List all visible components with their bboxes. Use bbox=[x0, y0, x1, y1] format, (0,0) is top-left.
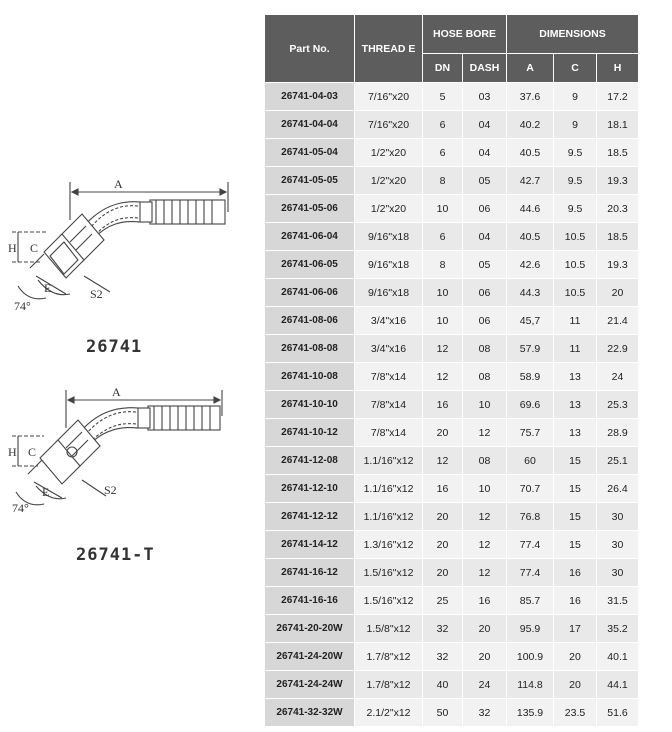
dash-cell: 08 bbox=[463, 363, 507, 391]
specification-table bbox=[264, 14, 639, 727]
h-cell: 17.2 bbox=[597, 83, 639, 111]
table-row bbox=[265, 503, 639, 531]
header-dimensions: DIMENSIONS bbox=[507, 15, 639, 54]
c-cell: 15 bbox=[554, 531, 597, 559]
dash-cell: 16 bbox=[463, 587, 507, 615]
dn-cell: 10 bbox=[423, 279, 463, 307]
table-row bbox=[265, 447, 639, 475]
dash-cell: 12 bbox=[463, 531, 507, 559]
h-cell: 18.1 bbox=[597, 111, 639, 139]
part-no-cell: 26741-12-12 bbox=[265, 503, 355, 531]
table-row bbox=[265, 363, 639, 391]
a-cell: 77.4 bbox=[507, 559, 554, 587]
table-row bbox=[265, 559, 639, 587]
table-row bbox=[265, 475, 639, 503]
part-no-cell: 26741-10-08 bbox=[265, 363, 355, 391]
header-thread: THREAD E bbox=[355, 15, 423, 83]
a-cell: 45,7 bbox=[507, 307, 554, 335]
a-cell: 85.7 bbox=[507, 587, 554, 615]
h-cell: 51.6 bbox=[597, 699, 639, 727]
part-no-cell: 26741-08-06 bbox=[265, 307, 355, 335]
table-row bbox=[265, 307, 639, 335]
thread-cell: 1.7/8"x12 bbox=[355, 671, 423, 699]
thread-cell: 1.5/16"x12 bbox=[355, 587, 423, 615]
angle-label: 74° bbox=[14, 299, 31, 313]
a-cell: 40.5 bbox=[507, 223, 554, 251]
part-no-cell: 26741-06-04 bbox=[265, 223, 355, 251]
a-cell: 69.6 bbox=[507, 391, 554, 419]
h-cell: 31.5 bbox=[597, 587, 639, 615]
dash-cell: 04 bbox=[463, 223, 507, 251]
thread-cell: 7/16"x20 bbox=[355, 83, 423, 111]
dn-cell: 50 bbox=[423, 699, 463, 727]
a-cell: 135.9 bbox=[507, 699, 554, 727]
a-cell: 114.8 bbox=[507, 671, 554, 699]
dimension-e-label: E bbox=[42, 485, 50, 499]
dash-cell: 08 bbox=[463, 335, 507, 363]
header-dn: DN bbox=[423, 54, 463, 83]
dimension-s2-label: S2 bbox=[90, 287, 103, 301]
table-row bbox=[265, 111, 639, 139]
part-no-cell: 26741-24-20W bbox=[265, 643, 355, 671]
dash-cell: 20 bbox=[463, 615, 507, 643]
part-no-cell: 26741-06-05 bbox=[265, 251, 355, 279]
thread-cell: 7/8"x14 bbox=[355, 391, 423, 419]
a-cell: 76.8 bbox=[507, 503, 554, 531]
h-cell: 30 bbox=[597, 503, 639, 531]
fitting-drawing-26741 bbox=[0, 170, 240, 370]
part-no-cell: 26741-10-12 bbox=[265, 419, 355, 447]
dn-cell: 6 bbox=[423, 223, 463, 251]
a-cell: 42.7 bbox=[507, 167, 554, 195]
table-row bbox=[265, 699, 639, 727]
thread-cell: 1.3/16"x12 bbox=[355, 531, 423, 559]
c-cell: 16 bbox=[554, 559, 597, 587]
thread-cell: 9/16"x18 bbox=[355, 279, 423, 307]
h-cell: 18.5 bbox=[597, 139, 639, 167]
table-row bbox=[265, 223, 639, 251]
h-cell: 21.4 bbox=[597, 307, 639, 335]
header-hose-bore: HOSE BORE bbox=[423, 15, 507, 54]
table-row bbox=[265, 279, 639, 307]
h-cell: 19.3 bbox=[597, 251, 639, 279]
fitting-diagram-26741 bbox=[0, 170, 240, 330]
c-cell: 10.5 bbox=[554, 223, 597, 251]
thread-cell: 1.5/16"x12 bbox=[355, 559, 423, 587]
thread-cell: 1.7/8"x12 bbox=[355, 643, 423, 671]
a-cell: 57.9 bbox=[507, 335, 554, 363]
dash-cell: 12 bbox=[463, 503, 507, 531]
h-cell: 25.3 bbox=[597, 391, 639, 419]
dn-cell: 25 bbox=[423, 587, 463, 615]
dimension-e-label: E bbox=[44, 281, 52, 295]
a-cell: 58.9 bbox=[507, 363, 554, 391]
part-no-cell: 26741-16-12 bbox=[265, 559, 355, 587]
table-row bbox=[265, 335, 639, 363]
table-row bbox=[265, 671, 639, 699]
part-no-cell: 26741-32-32W bbox=[265, 699, 355, 727]
a-cell: 40.2 bbox=[507, 111, 554, 139]
dash-cell: 32 bbox=[463, 699, 507, 727]
thread-cell: 1.1/16"x12 bbox=[355, 447, 423, 475]
header-a: A bbox=[507, 54, 554, 83]
header-dash: DASH bbox=[463, 54, 507, 83]
h-cell: 35.2 bbox=[597, 615, 639, 643]
a-cell: 44.3 bbox=[507, 279, 554, 307]
table-row bbox=[265, 195, 639, 223]
table-row bbox=[265, 587, 639, 615]
part-no-cell: 26741-08-08 bbox=[265, 335, 355, 363]
dimension-s2-label: S2 bbox=[104, 483, 117, 497]
fitting-diagram-26741-t bbox=[0, 378, 240, 528]
part-no-cell: 26741-16-16 bbox=[265, 587, 355, 615]
dash-cell: 12 bbox=[463, 419, 507, 447]
dn-cell: 16 bbox=[423, 475, 463, 503]
a-cell: 100.9 bbox=[507, 643, 554, 671]
thread-cell: 7/8"x14 bbox=[355, 419, 423, 447]
dn-cell: 20 bbox=[423, 559, 463, 587]
thread-cell: 1.1/16"x12 bbox=[355, 503, 423, 531]
dn-cell: 20 bbox=[423, 503, 463, 531]
dn-cell: 20 bbox=[423, 531, 463, 559]
dn-cell: 20 bbox=[423, 419, 463, 447]
c-cell: 9 bbox=[554, 111, 597, 139]
dimension-h-label: H bbox=[8, 445, 17, 459]
c-cell: 9 bbox=[554, 83, 597, 111]
h-cell: 22.9 bbox=[597, 335, 639, 363]
h-cell: 25.1 bbox=[597, 447, 639, 475]
dash-cell: 10 bbox=[463, 391, 507, 419]
thread-cell: 7/16"x20 bbox=[355, 111, 423, 139]
a-cell: 77.4 bbox=[507, 531, 554, 559]
dash-cell: 05 bbox=[463, 167, 507, 195]
h-cell: 24 bbox=[597, 363, 639, 391]
dn-cell: 6 bbox=[423, 139, 463, 167]
table-row bbox=[265, 167, 639, 195]
thread-cell: 2.1/2"x12 bbox=[355, 699, 423, 727]
dash-cell: 04 bbox=[463, 139, 507, 167]
c-cell: 17 bbox=[554, 615, 597, 643]
dash-cell: 06 bbox=[463, 307, 507, 335]
c-cell: 11 bbox=[554, 307, 597, 335]
dash-cell: 06 bbox=[463, 195, 507, 223]
c-cell: 13 bbox=[554, 419, 597, 447]
dash-cell: 08 bbox=[463, 447, 507, 475]
part-no-cell: 26741-05-04 bbox=[265, 139, 355, 167]
c-cell: 23.5 bbox=[554, 699, 597, 727]
figure-label: 26741 bbox=[86, 337, 143, 357]
table-row bbox=[265, 615, 639, 643]
a-cell: 37.6 bbox=[507, 83, 554, 111]
h-cell: 26.4 bbox=[597, 475, 639, 503]
header-c: C bbox=[554, 54, 597, 83]
part-no-cell: 26741-06-06 bbox=[265, 279, 355, 307]
dimension-a-label: A bbox=[112, 385, 121, 399]
c-cell: 15 bbox=[554, 475, 597, 503]
table-row bbox=[265, 531, 639, 559]
c-cell: 20 bbox=[554, 671, 597, 699]
thread-cell: 9/16"x18 bbox=[355, 251, 423, 279]
header-part-no: Part No. bbox=[265, 15, 355, 83]
a-cell: 70.7 bbox=[507, 475, 554, 503]
dash-cell: 12 bbox=[463, 559, 507, 587]
dash-cell: 10 bbox=[463, 475, 507, 503]
dn-cell: 8 bbox=[423, 167, 463, 195]
dn-cell: 32 bbox=[423, 643, 463, 671]
h-cell: 44.1 bbox=[597, 671, 639, 699]
dimension-c-label: C bbox=[30, 241, 39, 255]
c-cell: 16 bbox=[554, 587, 597, 615]
h-cell: 20 bbox=[597, 279, 639, 307]
figure-label: 26741-T bbox=[76, 545, 155, 565]
dn-cell: 12 bbox=[423, 447, 463, 475]
c-cell: 15 bbox=[554, 447, 597, 475]
a-cell: 40.5 bbox=[507, 139, 554, 167]
thread-cell: 7/8"x14 bbox=[355, 363, 423, 391]
c-cell: 10.5 bbox=[554, 251, 597, 279]
dn-cell: 6 bbox=[423, 111, 463, 139]
dash-cell: 06 bbox=[463, 279, 507, 307]
thread-cell: 1.5/8"x12 bbox=[355, 615, 423, 643]
a-cell: 44.6 bbox=[507, 195, 554, 223]
table-row bbox=[265, 419, 639, 447]
part-no-cell: 26741-10-10 bbox=[265, 391, 355, 419]
dash-cell: 04 bbox=[463, 111, 507, 139]
table-row bbox=[265, 139, 639, 167]
a-cell: 75.7 bbox=[507, 419, 554, 447]
part-no-cell: 26741-05-05 bbox=[265, 167, 355, 195]
dn-cell: 10 bbox=[423, 195, 463, 223]
c-cell: 9.5 bbox=[554, 139, 597, 167]
part-no-cell: 26741-14-12 bbox=[265, 531, 355, 559]
dash-cell: 24 bbox=[463, 671, 507, 699]
dimension-c-label: C bbox=[28, 445, 37, 459]
thread-cell: 9/16"x18 bbox=[355, 223, 423, 251]
part-no-cell: 26741-04-04 bbox=[265, 111, 355, 139]
c-cell: 15 bbox=[554, 503, 597, 531]
h-cell: 18.5 bbox=[597, 223, 639, 251]
dash-cell: 05 bbox=[463, 251, 507, 279]
header-h: H bbox=[597, 54, 639, 83]
c-cell: 10.5 bbox=[554, 279, 597, 307]
part-no-cell: 26741-12-10 bbox=[265, 475, 355, 503]
c-cell: 9.5 bbox=[554, 167, 597, 195]
h-cell: 40.1 bbox=[597, 643, 639, 671]
h-cell: 30 bbox=[597, 531, 639, 559]
table-row bbox=[265, 391, 639, 419]
dn-cell: 10 bbox=[423, 307, 463, 335]
dn-cell: 5 bbox=[423, 83, 463, 111]
dn-cell: 8 bbox=[423, 251, 463, 279]
part-no-cell: 26741-20-20W bbox=[265, 615, 355, 643]
h-cell: 30 bbox=[597, 559, 639, 587]
c-cell: 9.5 bbox=[554, 195, 597, 223]
h-cell: 20.3 bbox=[597, 195, 639, 223]
a-cell: 42.6 bbox=[507, 251, 554, 279]
dn-cell: 16 bbox=[423, 391, 463, 419]
dn-cell: 12 bbox=[423, 363, 463, 391]
dimension-a-label: A bbox=[114, 177, 123, 191]
a-cell: 60 bbox=[507, 447, 554, 475]
dn-cell: 40 bbox=[423, 671, 463, 699]
dimension-h-label: H bbox=[8, 241, 17, 255]
dn-cell: 12 bbox=[423, 335, 463, 363]
dn-cell: 32 bbox=[423, 615, 463, 643]
dash-cell: 20 bbox=[463, 643, 507, 671]
c-cell: 20 bbox=[554, 643, 597, 671]
c-cell: 13 bbox=[554, 391, 597, 419]
thread-cell: 1/2"x20 bbox=[355, 167, 423, 195]
c-cell: 13 bbox=[554, 363, 597, 391]
h-cell: 28.9 bbox=[597, 419, 639, 447]
dash-cell: 03 bbox=[463, 83, 507, 111]
a-cell: 95.9 bbox=[507, 615, 554, 643]
thread-cell: 1/2"x20 bbox=[355, 139, 423, 167]
part-no-cell: 26741-12-08 bbox=[265, 447, 355, 475]
thread-cell: 1/2"x20 bbox=[355, 195, 423, 223]
part-no-cell: 26741-04-03 bbox=[265, 83, 355, 111]
angle-label: 74° bbox=[12, 501, 29, 515]
thread-cell: 3/4"x16 bbox=[355, 335, 423, 363]
thread-cell: 1.1/16"x12 bbox=[355, 475, 423, 503]
part-no-cell: 26741-24-24W bbox=[265, 671, 355, 699]
table-row bbox=[265, 83, 639, 111]
table-row bbox=[265, 251, 639, 279]
table-row bbox=[265, 643, 639, 671]
part-no-cell: 26741-05-06 bbox=[265, 195, 355, 223]
c-cell: 11 bbox=[554, 335, 597, 363]
table-body bbox=[265, 83, 639, 727]
thread-cell: 3/4"x16 bbox=[355, 307, 423, 335]
fitting-drawing-26741-t bbox=[0, 378, 240, 568]
h-cell: 19.3 bbox=[597, 167, 639, 195]
